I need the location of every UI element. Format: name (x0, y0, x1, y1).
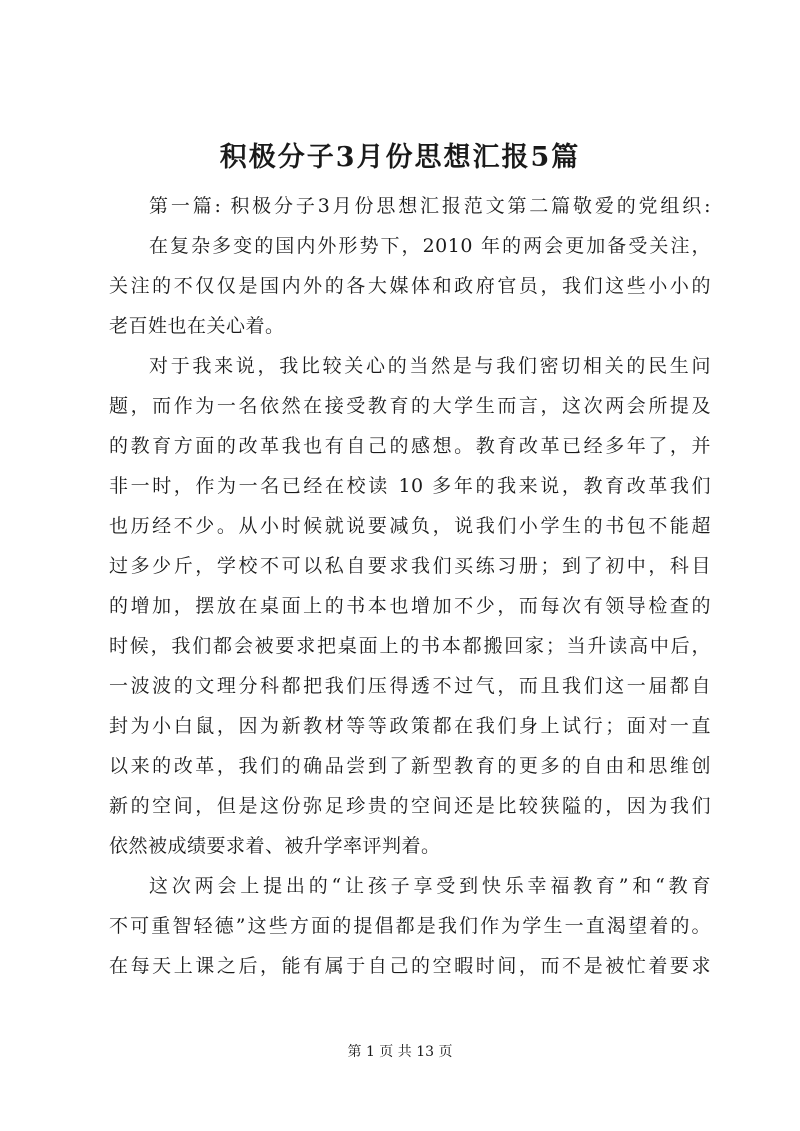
body-line: 题，而作为一名依然在接受教育的大学生而言，这次两会所提及 (109, 395, 711, 417)
body-line: 在每天上课之后，能有属于自己的空暇时间，而不是被忙着要求 (109, 955, 711, 977)
body-line: 的增加，摆放在桌面上的书本也增加不少，而每次有领导检查的 (109, 595, 711, 617)
document-body (109, 186, 711, 986)
document-title: 积极分子3月份思想汇报5篇 (219, 142, 581, 173)
body-line: 过多少斤，学校不可以私自要求我们买练习册；到了初中，科目 (109, 555, 711, 577)
body-line: 也历经不少。从小时候就说要减负，说我们小学生的书包不能超 (109, 515, 711, 537)
body-line: 时候，我们都会被要求把桌面上的书本都搬回家；当升读高中后， (109, 635, 711, 657)
body-line: 封为小白鼠，因为新教材等等政策都在我们身上试行；面对一直 (109, 715, 711, 737)
body-line: 以来的改革，我们的确品尝到了新型教育的更多的自由和思维创 (109, 755, 711, 777)
body-line: 一波波的文理分科都把我们压得透不过气，而且我们这一届都自 (109, 675, 711, 697)
page-footer: 第 1 页 共 13 页 (347, 1044, 453, 1060)
body-line: 的教育方面的改革我也有自己的感想。教育改革已经多年了，并 (109, 435, 711, 457)
body-line: 对于我来说，我比较关心的当然是与我们密切相关的民生问 (149, 355, 711, 377)
body-line: 这次两会上提出的“让孩子享受到快乐幸福教育”和“教育 (149, 875, 711, 897)
body-line: 依然被成绩要求着、被升学率评判着。 (109, 835, 441, 857)
body-line: 在复杂多变的国内外形势下，2010 年的两会更加备受关注， (149, 235, 711, 257)
body-line: 老百姓也在关心着。 (109, 315, 285, 337)
body-line: 第一篇: 积极分子3月份思想汇报范文第二篇敬爱的党组织: (149, 195, 711, 217)
body-line: 不可重智轻德”这些方面的提倡都是我们作为学生一直渴望着的。 (109, 915, 711, 937)
body-line: 新的空间，但是这份弥足珍贵的空间还是比较狭隘的，因为我们 (109, 795, 711, 817)
body-line: 关注的不仅仅是国内外的各大媒体和政府官员，我们这些小小的 (109, 275, 711, 297)
body-line: 非一时，作为一名已经在校读 10 多年的我来说，教育改革我们 (109, 475, 711, 497)
